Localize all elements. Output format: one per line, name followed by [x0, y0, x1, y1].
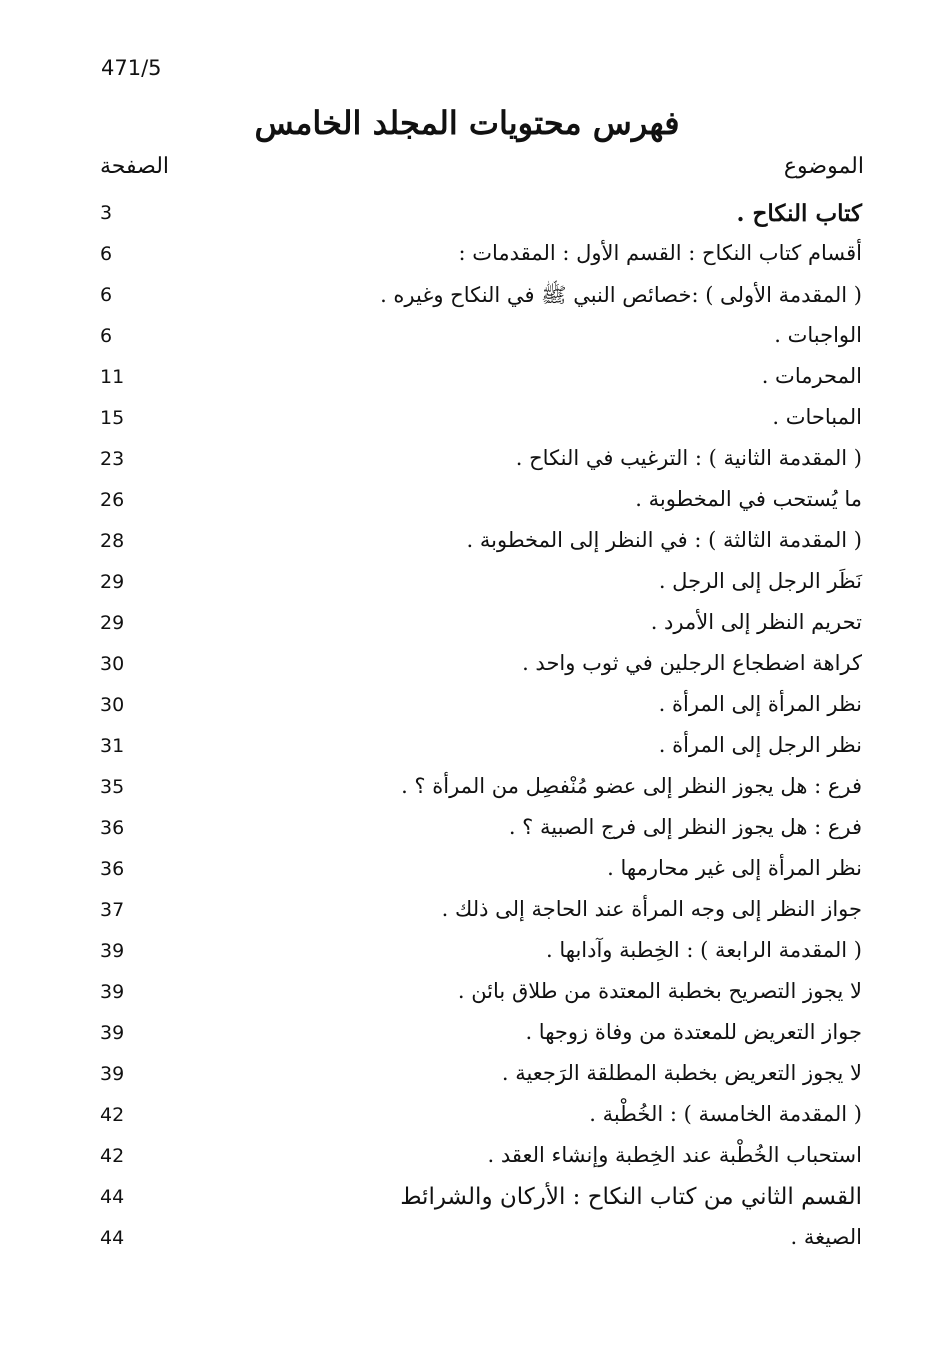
toc-entry-page-number: 30 [100, 694, 125, 716]
toc-entry [0, 731, 934, 772]
toc-entry [0, 1223, 934, 1264]
toc-entry [0, 1141, 934, 1182]
toc-entry-page-number: 15 [100, 407, 125, 429]
toc-entry-page-number: 3 [100, 202, 113, 224]
toc-entry [0, 567, 934, 608]
toc-entry-title: ( المقدمة الثانية ) : الترغيب في النكاح . [515, 446, 862, 470]
toc-entry [0, 649, 934, 690]
toc-entry-title: ( المقدمة الخامسة ) : الخُطْبة . [589, 1102, 862, 1126]
toc-entry-page-number: 29 [100, 612, 125, 634]
toc-entry-title: جواز النظر إلى وجه المرأة عند الحاجة إلى ذلك . [441, 897, 862, 921]
page-title: فهرس محتويات المجلد الخامس [254, 104, 680, 142]
toc-entry [0, 936, 934, 977]
toc-entry [0, 1100, 934, 1141]
toc-entry-title: كتاب النكاح . [736, 200, 862, 227]
toc-entry-page-number: 39 [100, 1022, 125, 1044]
toc-entry-title: ( المقدمة الأولى ) :خصائص النبي ﷺ في النكاح وغيره . [380, 283, 862, 307]
topic-column-header: الموضوع [783, 154, 864, 179]
toc-entry [0, 280, 934, 321]
toc-entry [0, 813, 934, 854]
toc-entry-page-number: 35 [100, 776, 125, 798]
toc-entry [0, 485, 934, 526]
toc-entry-title: الصيغة . [790, 1225, 862, 1249]
toc-entry-page-number: 29 [100, 571, 125, 593]
toc-entry [0, 403, 934, 444]
page-reference: 471/5 [101, 56, 162, 80]
toc-entry-page-number: 26 [100, 489, 125, 511]
toc-entry-page-number: 23 [100, 448, 125, 470]
toc-entry-title: استحباب الخُطْبة عند الخِطبة وإنشاء العقد . [487, 1143, 862, 1167]
toc-entry-title: ( المقدمة الثالثة ) : في النظر إلى المخطوبة . [466, 528, 862, 552]
toc-entry-page-number: 44 [100, 1186, 125, 1208]
toc-entry [0, 1059, 934, 1100]
toc-entry [0, 854, 934, 895]
toc-entry [0, 690, 934, 731]
toc-entry-page-number: 36 [100, 858, 125, 880]
toc-entry-title: كراهة اضطجاع الرجلين في ثوب واحد . [522, 651, 862, 675]
toc-entry [0, 321, 934, 362]
toc-entry [0, 239, 934, 280]
toc-entry [0, 198, 934, 239]
toc-entry [0, 977, 934, 1018]
toc-entry [0, 526, 934, 567]
page-column-header: الصفحة [100, 154, 170, 179]
toc-entry-page-number: 36 [100, 817, 125, 839]
toc-entry-page-number: 42 [100, 1145, 125, 1167]
toc-entry-title: فرع : هل يجوز النظر إلى فرج الصبية ؟ . [508, 815, 862, 839]
toc-entry-title: نظر الرجل إلى المرأة . [658, 733, 862, 757]
toc-entry-page-number: 39 [100, 981, 125, 1003]
toc-entry-title: المحرمات . [761, 364, 862, 388]
toc-entry-title: ( المقدمة الرابعة ) : الخِطبة وآدابها . [546, 938, 862, 962]
toc-entry-title: الواجبات . [774, 323, 862, 347]
toc-entry-page-number: 6 [100, 284, 113, 306]
toc-entry-page-number: 28 [100, 530, 125, 552]
toc-entry-title: نظر المرأة إلى المرأة . [658, 692, 862, 716]
toc-entry-page-number: 11 [100, 366, 125, 388]
toc-entry [0, 772, 934, 813]
toc-entry-title: نَظَر الرجل إلى الرجل . [658, 569, 862, 593]
toc-entry-page-number: 44 [100, 1227, 125, 1249]
toc-entry-title: لا يجوز التعريض بخطبة المطلقة الرَجعية . [501, 1061, 862, 1085]
toc-entry-page-number: 37 [100, 899, 125, 921]
toc-entry-title: تحريم النظر إلى الأمرد . [650, 610, 862, 634]
toc-entry-page-number: 31 [100, 735, 125, 757]
toc-entry [0, 895, 934, 936]
toc-entry-title: ما يُستحب في المخطوبة . [635, 487, 862, 511]
toc-entry-title: فرع : هل يجوز النظر إلى عضو مُنْفصِل من المرأة ؟ . [401, 774, 862, 798]
toc-entry-title: القسم الثاني من كتاب النكاح : الأركان والشرائط [400, 1184, 862, 1210]
toc-entry [0, 362, 934, 403]
toc-entry-title: المباحات . [772, 405, 862, 429]
toc-entry [0, 1018, 934, 1059]
toc-entry-page-number: 42 [100, 1104, 125, 1126]
toc-entry-page-number: 39 [100, 1063, 125, 1085]
toc-entry-title: أقسام كتاب النكاح : القسم الأول : المقدمات : [458, 241, 862, 265]
toc-entry-title: نظر المرأة إلى غير محارمها . [607, 856, 862, 880]
toc-entry-page-number: 6 [100, 243, 113, 265]
toc-entry [0, 444, 934, 485]
toc-entry [0, 1182, 934, 1223]
toc-entry-title: جواز التعريض للمعتدة من وفاة زوجها . [525, 1020, 862, 1044]
toc-entry-page-number: 6 [100, 325, 113, 347]
table-of-contents [0, 198, 934, 1264]
toc-entry-page-number: 39 [100, 940, 125, 962]
toc-entry-page-number: 30 [100, 653, 125, 675]
toc-entry [0, 608, 934, 649]
toc-entry-title: لا يجوز التصريح بخطبة المعتدة من طلاق بائن . [457, 979, 862, 1003]
